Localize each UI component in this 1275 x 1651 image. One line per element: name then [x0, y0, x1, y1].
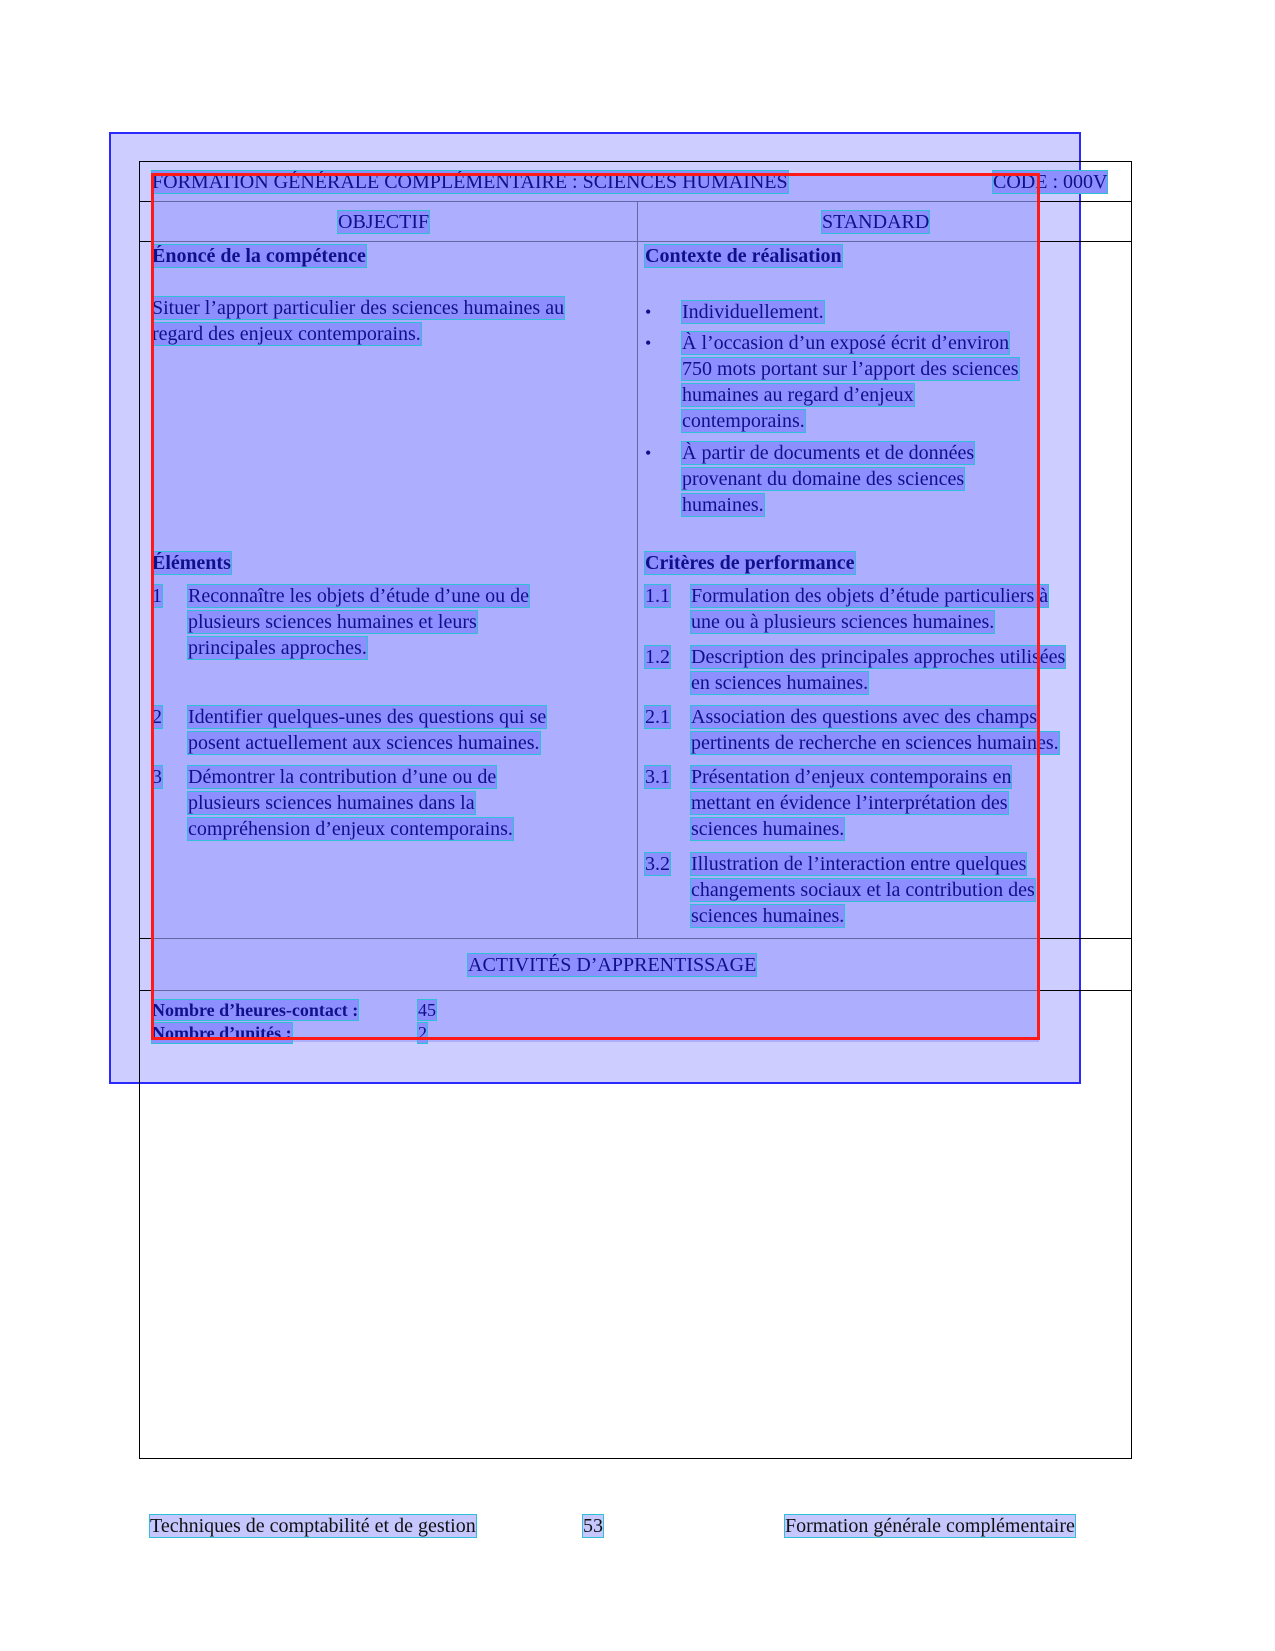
critere-line: Description des principales approches utilisées [691, 646, 1066, 668]
critere-number: 3.2 [645, 853, 670, 875]
critere-number: 1.1 [645, 585, 670, 607]
critere-line: sciences humaines. [691, 818, 845, 840]
contexte-item-line: Individuellement. [682, 301, 824, 323]
page-number: 53 [583, 1515, 603, 1537]
element-number: 2 [152, 706, 162, 728]
element-number: 3 [152, 766, 162, 788]
critere-number: 3.1 [645, 766, 670, 788]
critere-line: en sciences humaines. [691, 672, 869, 694]
critere-line: pertinents de recherche en sciences humaines. [691, 732, 1059, 754]
hours-value: 45 [418, 1000, 436, 1020]
course-code: CODE : 000V [993, 171, 1108, 193]
elements-heading: Éléments [152, 552, 231, 574]
contexte-item-line: 750 mots portant sur l’apport des sciences [682, 358, 1019, 380]
competence-statement-line: regard des enjeux contemporains. [152, 323, 421, 345]
critere-line: changements sociaux et la contribution des [691, 879, 1035, 901]
footer-right: Formation générale complémentaire [785, 1515, 1075, 1537]
units-value: 2 [418, 1023, 427, 1043]
bullet-icon: • [645, 333, 652, 353]
competence-statement-line: Situer l’apport particulier des sciences humaines au [152, 297, 565, 319]
critere-number: 2.1 [645, 706, 670, 728]
contexte-item-line: humaines. [682, 494, 764, 516]
contexte-item-line: À l’occasion d’un exposé écrit d’environ [682, 332, 1010, 354]
critere-number: 1.2 [645, 646, 670, 668]
contexte-item-line: À partir de documents et de données [682, 442, 975, 464]
element-line: Démontrer la contribution d’une ou de [188, 766, 497, 788]
column-standard: STANDARD [822, 211, 930, 233]
critere-line: Formulation des objets d’étude particuliers à [691, 585, 1049, 607]
critere-line: sciences humaines. [691, 905, 845, 927]
bullet-icon: • [645, 302, 652, 322]
competence-heading: Énoncé de la compétence [152, 245, 366, 267]
column-objectif: OBJECTIF [338, 211, 430, 233]
contexte-item-line: provenant du domaine des sciences [682, 468, 965, 490]
critere-line: mettant en évidence l’interprétation des [691, 792, 1008, 814]
critere-line: Illustration de l’interaction entre quelques [691, 853, 1027, 875]
element-line: Identifier quelques-unes des questions qui se [188, 706, 547, 728]
contexte-heading: Contexte de réalisation [645, 245, 842, 267]
activites-heading: ACTIVITÉS D’APPRENTISSAGE [468, 954, 757, 976]
contexte-item-line: contemporains. [682, 410, 805, 432]
footer-left: Techniques de comptabilité et de gestion [150, 1515, 476, 1537]
bullet-icon: • [645, 443, 652, 463]
element-line: Reconnaître les objets d’étude d’une ou de [188, 585, 529, 607]
critere-line: une ou à plusieurs sciences humaines. [691, 611, 995, 633]
contexte-item-line: humaines au regard d’enjeux [682, 384, 914, 406]
selection-box [151, 173, 1040, 1040]
element-line: posent actuellement aux sciences humaines. [188, 732, 540, 754]
element-line: plusieurs sciences humaines et leurs [188, 611, 477, 633]
element-line: compréhension d’enjeux contemporains. [188, 818, 513, 840]
element-number: 1 [152, 585, 162, 607]
element-line: principales approches. [188, 637, 367, 659]
units-label: Nombre d’unités : [152, 1023, 292, 1043]
criteres-heading: Critères de performance [645, 552, 855, 574]
critere-line: Présentation d’enjeux contemporains en [691, 766, 1012, 788]
hours-label: Nombre d’heures-contact : [152, 1000, 359, 1020]
critere-line: Association des questions avec des champs [691, 706, 1038, 728]
program-title: FORMATION GÉNÉRALE COMPLÉMENTAIRE : SCIENCES HUMAINES [152, 171, 788, 193]
element-line: plusieurs sciences humaines dans la [188, 792, 475, 814]
